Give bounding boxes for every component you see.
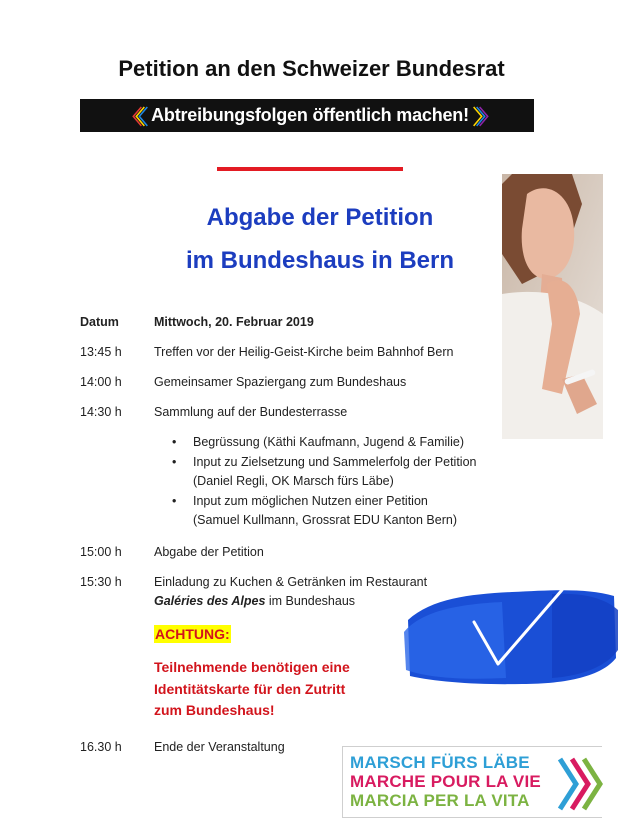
schedule-text: Einladung zu Kuchen & Getränken im Restaurant	[154, 575, 428, 589]
schedule-time: 14:30 h	[80, 405, 122, 419]
march-for-life-logo	[342, 746, 602, 818]
schedule-time: 16.30 h	[80, 740, 122, 754]
schedule-time: 15:00 h	[80, 545, 122, 559]
slogan-banner	[80, 99, 534, 132]
heading-line-1: Abgabe der Petition	[206, 204, 434, 231]
chevrons-right-icon: 〉〉〉	[472, 107, 492, 129]
schedule-text: Sammlung auf der Bundesterrasse	[154, 405, 348, 419]
checkmark-icon	[402, 580, 620, 690]
schedule-time: 14:00 h	[80, 375, 122, 389]
logo-line-italian: MARCIA PER LA VITA	[350, 791, 530, 810]
restaurant-suffix: im Bundeshaus	[265, 594, 356, 608]
schedule-text: Ende der Veranstaltung	[154, 740, 285, 754]
list-item: • Begrüssung (Käthi Kaufmann, Jugend & Familie)	[172, 433, 477, 453]
schedule-text: Treffen vor der Heilig-Geist-Kirche beim Bahnhof Bern	[154, 345, 454, 359]
list-item-detail: (Daniel Regli, OK Marsch fürs Läbe)	[193, 474, 394, 488]
logo-chevrons-icon	[556, 755, 608, 813]
logo-line-german: MARSCH FÜRS LÄBE	[350, 753, 530, 772]
warning-line: Teilnehmende benötigen eine	[154, 659, 350, 675]
list-item: • Input zum möglichen Nutzen einer Petition	[172, 492, 477, 512]
schedule-time: 13:45 h	[80, 345, 122, 359]
heading-line-2: im Bundeshaus in Bern	[185, 247, 455, 274]
schedule-text: Gemeinsamer Spaziergang zum Bundeshaus	[154, 375, 407, 389]
page-title: Petition an den Schweizer Bundesrat	[118, 56, 505, 81]
warning-line: zum Bundeshaus!	[154, 702, 275, 718]
schedule-time: 15:30 h	[80, 575, 122, 589]
date-value: Mittwoch, 20. Februar 2019	[154, 315, 314, 329]
date-label: Datum	[80, 315, 119, 329]
warning-label: ACHTUNG:	[155, 626, 230, 642]
chevrons-left-icon: 〈〈〈	[122, 107, 142, 129]
woman-photo	[502, 174, 603, 439]
schedule-text: Abgabe der Petition	[154, 545, 264, 559]
list-item-detail: (Samuel Kullmann, Grossrat EDU Kanton Bern)	[193, 513, 457, 527]
warning-text	[154, 657, 350, 722]
warning-line: Identitätskarte für den Zutritt	[154, 680, 346, 697]
divider-line	[217, 167, 403, 171]
restaurant-name: Galéries des Alpes	[154, 594, 266, 608]
list-item: • Input zu Zielsetzung und Sammelerfolg der Petition	[172, 453, 477, 473]
logo-line-french: MARCHE POUR LA VIE	[350, 772, 541, 791]
agenda-bullet-list	[172, 433, 477, 531]
banner-text: Abtreibungsfolgen öffentlich machen!	[151, 105, 469, 125]
